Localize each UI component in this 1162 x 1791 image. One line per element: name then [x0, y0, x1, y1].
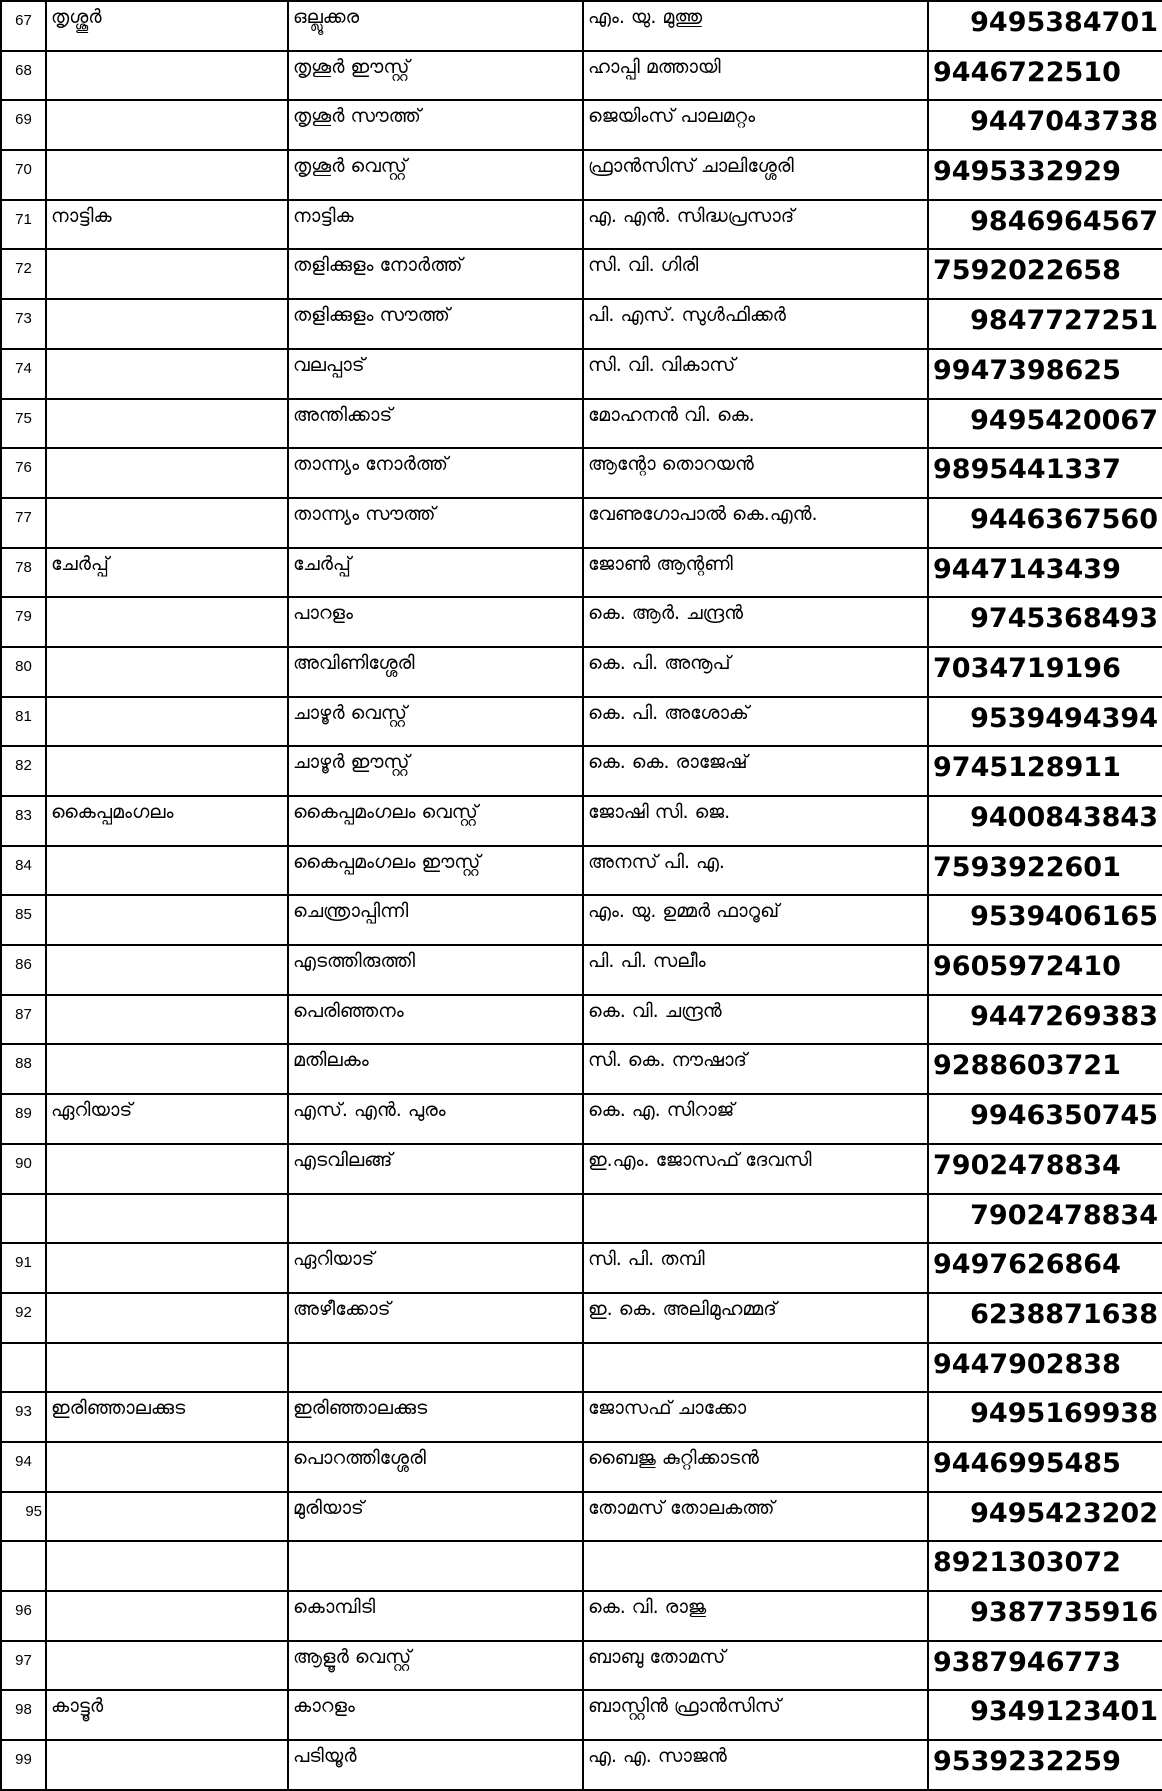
unit-name: നാട്ടിക: [288, 200, 583, 250]
person-name: കെ. വി. ചന്ദ്രൻ: [583, 995, 928, 1045]
phone-number: 9947398625: [928, 349, 1162, 399]
table-row: [1, 1094, 1162, 1144]
row-number: [1, 1541, 46, 1591]
row-number: 71: [1, 200, 46, 250]
row-number: 81: [1, 697, 46, 747]
phone-number: 9446367560: [928, 498, 1162, 548]
block-name: [46, 399, 288, 449]
person-name: കെ. പി. അശോക്: [583, 697, 928, 747]
unit-name: പാറളം: [288, 597, 583, 647]
unit-name: താന്ന്യം സൗത്ത്: [288, 498, 583, 548]
person-name: [583, 1541, 928, 1591]
unit-name: അന്തിക്കാട്: [288, 399, 583, 449]
unit-name: ചാഴൂർ ഈസ്റ്റ്: [288, 746, 583, 796]
table-row: [1, 1591, 1162, 1641]
table-row: [1, 895, 1162, 945]
person-name: എം. യു. ഉമ്മർ ഫാറൂഖ്: [583, 895, 928, 945]
row-number: 83: [1, 796, 46, 846]
row-number: 79: [1, 597, 46, 647]
block-name: [46, 597, 288, 647]
block-name: [46, 746, 288, 796]
unit-name: എടത്തിരുത്തി: [288, 945, 583, 995]
row-number: 74: [1, 349, 46, 399]
person-name: തോമസ് തോലകത്ത്: [583, 1492, 928, 1542]
phone-number: 9288603721: [928, 1044, 1162, 1094]
unit-name: പൊറത്തിശ്ശേരി: [288, 1442, 583, 1492]
block-name: [46, 51, 288, 101]
table-row: [1, 100, 1162, 150]
block-name: തൃശ്ശൂർ: [46, 1, 288, 51]
unit-name: ആളൂർ വെസ്റ്റ്: [288, 1641, 583, 1691]
table-row: [1, 1343, 1162, 1393]
table-row: [1, 1690, 1162, 1740]
unit-name: [288, 1343, 583, 1393]
phone-number: 9495169938: [928, 1392, 1162, 1442]
phone-number: 9400843843: [928, 796, 1162, 846]
person-name: ജെയിംസ് പാലമറ്റം: [583, 100, 928, 150]
block-name: നാട്ടിക: [46, 200, 288, 250]
person-name: കെ. ആർ. ചന്ദ്രൻ: [583, 597, 928, 647]
table-row: [1, 1641, 1162, 1691]
block-name: കാട്ടൂർ: [46, 1690, 288, 1740]
table-row: [1, 349, 1162, 399]
person-name: എ. എ. സാജൻ: [583, 1740, 928, 1790]
unit-name: കൈപ്പമംഗലം വെസ്റ്റ്: [288, 796, 583, 846]
phone-number: 9539406165: [928, 895, 1162, 945]
block-name: [46, 150, 288, 200]
phone-number: 9846964567: [928, 200, 1162, 250]
phone-number: 9539494394: [928, 697, 1162, 747]
unit-name: [288, 1194, 583, 1244]
row-number: 68: [1, 51, 46, 101]
row-number: 73: [1, 299, 46, 349]
person-name: [583, 1194, 928, 1244]
person-name: മോഹനൻ വി. കെ.: [583, 399, 928, 449]
block-name: [46, 249, 288, 299]
table-row: [1, 299, 1162, 349]
person-name: [583, 1343, 928, 1393]
table-row: [1, 796, 1162, 846]
phone-number: 9745128911: [928, 746, 1162, 796]
phone-number: 9495423202: [928, 1492, 1162, 1542]
person-name: കെ. എ. സിറാജ്: [583, 1094, 928, 1144]
table-row: [1, 746, 1162, 796]
block-name: [46, 1343, 288, 1393]
row-number: 80: [1, 647, 46, 697]
unit-name: പെരിഞ്ഞനം: [288, 995, 583, 1045]
unit-name: കാറളം: [288, 1690, 583, 1740]
block-name: [46, 846, 288, 896]
table-row: [1, 1243, 1162, 1293]
phone-number: 9605972410: [928, 945, 1162, 995]
table-row: [1, 399, 1162, 449]
unit-name: ഇരിഞ്ഞാലക്കുട: [288, 1392, 583, 1442]
block-name: [46, 299, 288, 349]
phone-number: 9447143439: [928, 548, 1162, 598]
person-name: അനസ് പി. എ.: [583, 846, 928, 896]
person-name: എം. യു. മുത്തു: [583, 1, 928, 51]
phone-number: 9497626864: [928, 1243, 1162, 1293]
phone-number: 9446995485: [928, 1442, 1162, 1492]
row-number: 95: [1, 1492, 46, 1542]
unit-name: [288, 1541, 583, 1591]
block-name: [46, 1591, 288, 1641]
block-name: [46, 100, 288, 150]
phone-number: 9946350745: [928, 1094, 1162, 1144]
row-number: 89: [1, 1094, 46, 1144]
unit-name: എസ്. എൻ. പുരം: [288, 1094, 583, 1144]
person-name: സി. പി. തമ്പി: [583, 1243, 928, 1293]
table-row: [1, 249, 1162, 299]
table-row: [1, 846, 1162, 896]
phone-number: 6238871638: [928, 1293, 1162, 1343]
row-number: 84: [1, 846, 46, 896]
row-number: 82: [1, 746, 46, 796]
row-number: 92: [1, 1293, 46, 1343]
block-name: [46, 995, 288, 1045]
row-number: 69: [1, 100, 46, 150]
row-number: 98: [1, 1690, 46, 1740]
unit-name: തൃശൂർ വെസ്റ്റ്: [288, 150, 583, 200]
table-row: [1, 548, 1162, 598]
row-number: 91: [1, 1243, 46, 1293]
phone-number: 7034719196: [928, 647, 1162, 697]
person-name: സി. വി. ഗിരി: [583, 249, 928, 299]
unit-name: എടവിലങ്ങ്: [288, 1144, 583, 1194]
row-number: 70: [1, 150, 46, 200]
person-name: ബാസ്റ്റിൻ ഫ്രാൻസിസ്: [583, 1690, 928, 1740]
row-number: 67: [1, 1, 46, 51]
phone-number: 9539232259: [928, 1740, 1162, 1790]
block-name: [46, 1492, 288, 1542]
block-name: [46, 1740, 288, 1790]
phone-number: 9446722510: [928, 51, 1162, 101]
unit-name: വലപ്പാട്: [288, 349, 583, 399]
phone-number: 9447269383: [928, 995, 1162, 1045]
block-name: [46, 647, 288, 697]
block-name: [46, 1044, 288, 1094]
unit-name: തൃശൂർ സൗത്ത്: [288, 100, 583, 150]
unit-name: ഏറിയാട്: [288, 1243, 583, 1293]
person-name: ബൈജു കുറ്റിക്കാടൻ: [583, 1442, 928, 1492]
row-number: [1, 1194, 46, 1244]
row-number: 97: [1, 1641, 46, 1691]
phone-number: 9847727251: [928, 299, 1162, 349]
unit-name: താന്ന്യം നോർത്ത്: [288, 448, 583, 498]
block-name: [46, 1541, 288, 1591]
row-number: [1, 1343, 46, 1393]
table-row: [1, 498, 1162, 548]
phone-number: 8921303072: [928, 1541, 1162, 1591]
person-name: ഇ. കെ. അലിമുഹമ്മദ്: [583, 1293, 928, 1343]
block-name: [46, 697, 288, 747]
table-row: [1, 1541, 1162, 1591]
unit-name: ചാഴൂർ വെസ്റ്റ്: [288, 697, 583, 747]
block-name: [46, 498, 288, 548]
person-name: സി. വി. വികാസ്: [583, 349, 928, 399]
unit-name: തൃശൂർ ഈസ്റ്റ്: [288, 51, 583, 101]
person-name: കെ. പി. അനൂപ്: [583, 647, 928, 697]
row-number: 75: [1, 399, 46, 449]
row-number: 96: [1, 1591, 46, 1641]
phone-number: 7902478834: [928, 1194, 1162, 1244]
table-row: [1, 995, 1162, 1045]
block-name: [46, 895, 288, 945]
row-number: 90: [1, 1144, 46, 1194]
row-number: 78: [1, 548, 46, 598]
phone-number: 9895441337: [928, 448, 1162, 498]
person-name: സി. കെ. നൗഷാദ്: [583, 1044, 928, 1094]
phone-number: 9745368493: [928, 597, 1162, 647]
phone-number: 9447902838: [928, 1343, 1162, 1393]
table-row: [1, 1492, 1162, 1542]
person-name: ഹാപ്പി മത്തായി: [583, 51, 928, 101]
unit-name: പടിയൂർ: [288, 1740, 583, 1790]
block-name: ഏറിയാട്: [46, 1094, 288, 1144]
table-row: [1, 1293, 1162, 1343]
row-number: 86: [1, 945, 46, 995]
person-name: ആന്റോ തൊറയൻ: [583, 448, 928, 498]
row-number: 94: [1, 1442, 46, 1492]
phone-number: 9387946773: [928, 1641, 1162, 1691]
person-name: പി. എസ്. സുൾഫിക്കർ: [583, 299, 928, 349]
person-name: ഫ്രാൻസിസ് ചാലിശ്ശേരി: [583, 150, 928, 200]
row-number: 77: [1, 498, 46, 548]
table-row: [1, 1194, 1162, 1244]
person-name: ജോസഫ് ചാക്കോ: [583, 1392, 928, 1442]
unit-name: തളിക്കുളം നോർത്ത്: [288, 249, 583, 299]
person-name: ഇ.എം. ജോസഫ് ദേവസി: [583, 1144, 928, 1194]
block-name: [46, 1641, 288, 1691]
phone-number: 9495420067: [928, 399, 1162, 449]
row-number: 87: [1, 995, 46, 1045]
table-row: [1, 1044, 1162, 1094]
table-row: [1, 1442, 1162, 1492]
table-row: [1, 697, 1162, 747]
unit-name: മതിലകം: [288, 1044, 583, 1094]
row-number: 72: [1, 249, 46, 299]
table-row: [1, 1740, 1162, 1790]
phone-number: 7592022658: [928, 249, 1162, 299]
phone-number: 9495332929: [928, 150, 1162, 200]
block-name: ഇരിഞ്ഞാലക്കുട: [46, 1392, 288, 1442]
table-row: [1, 597, 1162, 647]
unit-name: ചെന്ത്രാപ്പിന്നി: [288, 895, 583, 945]
block-name: [46, 1144, 288, 1194]
table-row: [1, 51, 1162, 101]
table-row: [1, 647, 1162, 697]
block-name: [46, 945, 288, 995]
table-row: [1, 1, 1162, 51]
unit-name: തളിക്കുളം സൗത്ത്: [288, 299, 583, 349]
person-name: കെ. കെ. രാജേഷ്: [583, 746, 928, 796]
person-name: ജോൺ ആന്റണി: [583, 548, 928, 598]
unit-name: കൊമ്പിടി: [288, 1591, 583, 1641]
table-row: [1, 448, 1162, 498]
row-number: 85: [1, 895, 46, 945]
person-name: കെ. വി. രാജു: [583, 1591, 928, 1641]
row-number: 99: [1, 1740, 46, 1790]
phone-number: 9495384701: [928, 1, 1162, 51]
unit-name: അഴീക്കോട്: [288, 1293, 583, 1343]
row-number: 93: [1, 1392, 46, 1442]
table-body: [1, 1, 1162, 1790]
table-row: [1, 945, 1162, 995]
table-row: [1, 1392, 1162, 1442]
block-name: [46, 1293, 288, 1343]
phone-number: 9447043738: [928, 100, 1162, 150]
person-name: ജോഷി സി. ജെ.: [583, 796, 928, 846]
person-name: വേണുഗോപാൽ കെ.എൻ.: [583, 498, 928, 548]
block-name: [46, 349, 288, 399]
phone-number: 9349123401: [928, 1690, 1162, 1740]
block-name: ചേർപ്പ്: [46, 548, 288, 598]
phone-number: 9387735916: [928, 1591, 1162, 1641]
phone-number: 7593922601: [928, 846, 1162, 896]
person-name: പി. പി. സലീം: [583, 945, 928, 995]
block-name: [46, 1194, 288, 1244]
unit-name: കൈപ്പമംഗലം ഈസ്റ്റ്: [288, 846, 583, 896]
block-name: [46, 1243, 288, 1293]
table-row: [1, 150, 1162, 200]
unit-name: ഒല്ലൂക്കര: [288, 1, 583, 51]
phone-number: 7902478834: [928, 1144, 1162, 1194]
block-name: [46, 1442, 288, 1492]
person-name: ബാബു തോമസ്: [583, 1641, 928, 1691]
block-name: കൈപ്പമംഗലം: [46, 796, 288, 846]
block-name: [46, 448, 288, 498]
row-number: 76: [1, 448, 46, 498]
unit-name: മുരിയാട്: [288, 1492, 583, 1542]
unit-name: ചേർപ്പ്: [288, 548, 583, 598]
table-row: [1, 200, 1162, 250]
person-name: എ. എൻ. സിദ്ധപ്രസാദ്: [583, 200, 928, 250]
row-number: 88: [1, 1044, 46, 1094]
table-row: [1, 1144, 1162, 1194]
unit-name: അവിണിശ്ശേരി: [288, 647, 583, 697]
